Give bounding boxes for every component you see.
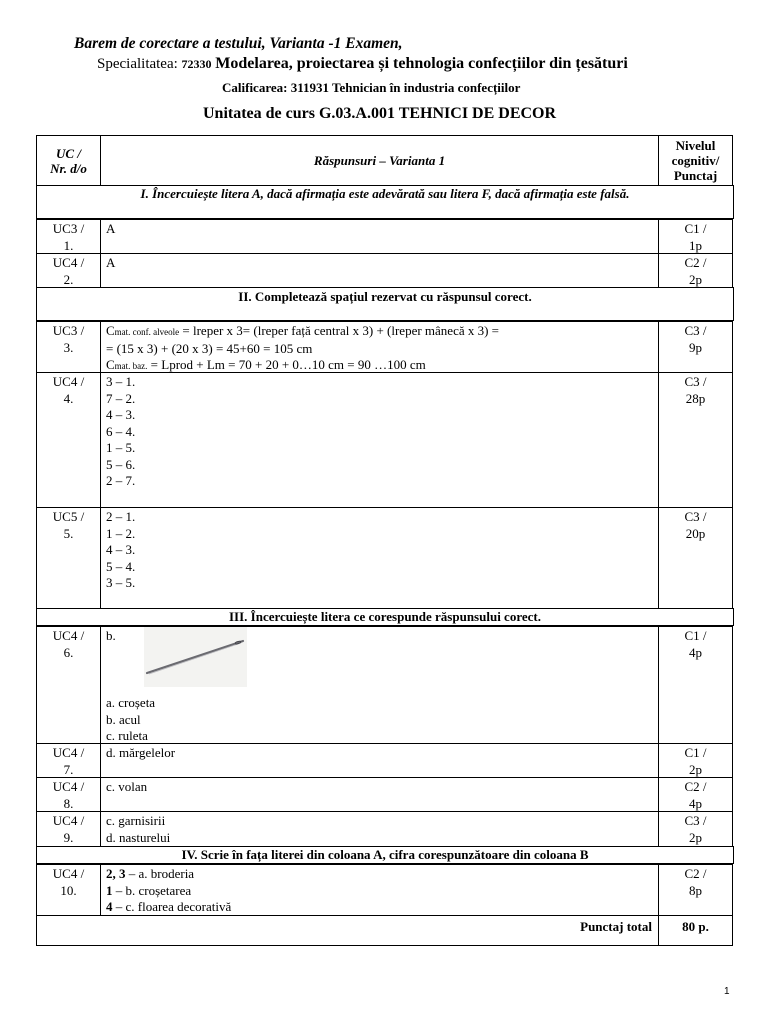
specialitatea-line [97,55,628,73]
col-header-nivel: Nivelul cognitiv/ Punctaj [658,135,733,186]
spec-name: Modelarea, proiectarea și tehnologia confecțiilor din țesături [215,55,628,72]
col-header-raspunsuri: Răspunsuri – Varianta 1 [100,135,659,186]
row-1-uc: UC3 / 1. [36,219,101,254]
section-3-heading: III. Încercuiește litera ce corespunde răspunsului corect. [36,608,734,626]
row-10-uc: UC4 / 10. [36,864,101,916]
row-1-answer: A [100,219,659,254]
row-5-answer: 2 – 1. 1 – 2. 4 – 3. 5 – 4. 3 – 5. [100,507,659,609]
row-6-option-c: c. ruleta [106,728,148,743]
row-7-answer: d. mărgelelor [100,743,659,778]
row-2-score: C2 / 2p [658,253,733,288]
row-2-answer: A [100,253,659,288]
row-5-uc: UC5 / 5. [36,507,101,609]
row-7-score: C1 / 2p [658,743,733,778]
doc-title: Barem de corectare a testului, Varianta -1 Examen, [74,35,403,52]
total-label: Punctaj total [36,915,659,946]
row-4-score: C3 / 28p [658,372,733,508]
row-6-uc: UC4 / 6. [36,626,101,744]
row-6-option-b: b. acul [106,711,141,727]
row-6-score: C1 / 4p [658,626,733,744]
section-1-heading: I. Încercuiește litera A, dacă afirmația este adevărată sau litera F, dacă afirmația este falsă. [36,185,734,219]
row-3-uc: UC3 / 3. [36,321,101,373]
row-9-answer: c. garnisirii d. nasturelui [100,811,659,847]
calificarea-line: Calificarea: 311931 Tehnician în industria confecțiilor [222,80,521,95]
row-2-uc: UC4 / 2. [36,253,101,288]
row-5-score: C3 / 20p [658,507,733,609]
spec-label: Specialitatea: [97,56,182,72]
row-4-answer: 3 – 1. 7 – 2. 4 – 3. 6 – 4. 1 – 5. 5 – 6. 2 – 7. [100,372,659,508]
unitatea-line: Unitatea de curs G.03.A.001 TEHNICI DE DECOR [203,105,557,122]
row-6-option-a: a. croșeta [106,695,156,710]
row-1-score: C1 / 1p [658,219,733,254]
page-number: 1 [724,986,730,997]
spec-code: 72330 [181,57,212,71]
section-2-heading: II. Completează spațiul rezervat cu răspunsul corect. [36,287,734,321]
row-3-score: C3 / 9p [658,321,733,373]
row-8-uc: UC4 / 8. [36,777,101,812]
needle-image [144,627,247,687]
row-6-chosen-answer: b. [106,628,116,643]
row-3-answer: Cmat. conf. alveole = lreper x 3= (lreper față central x 3) + (lreper mânecă x 3) = = (15 x 3) + (20 x 3) = 45+60 = 105 cm Cmat. baz. = Lprod + Lm = 70 + 20 + 0…10 cm = 90 …100 cm [100,321,659,373]
row-8-score: C2 / 4p [658,777,733,812]
row-8-answer: c. volan [100,777,659,812]
row-4-uc: UC4 / 4. [36,372,101,508]
row-10-score: C2 / 8p [658,864,733,916]
col-header-uc: UC / Nr. d/o [36,135,101,186]
section-4-heading: IV. Scrie în fața literei din coloana A, cifra corespunzătoare din coloana B [36,846,734,864]
row-9-uc: UC4 / 9. [36,811,101,847]
total-value: 80 p. [658,915,733,946]
row-9-score: C3 / 2p [658,811,733,847]
row-7-uc: UC4 / 7. [36,743,101,778]
row-10-answer: 2, 3 – a. broderia 1 – b. croșetarea 4 – c. floarea decorativă [100,864,659,916]
